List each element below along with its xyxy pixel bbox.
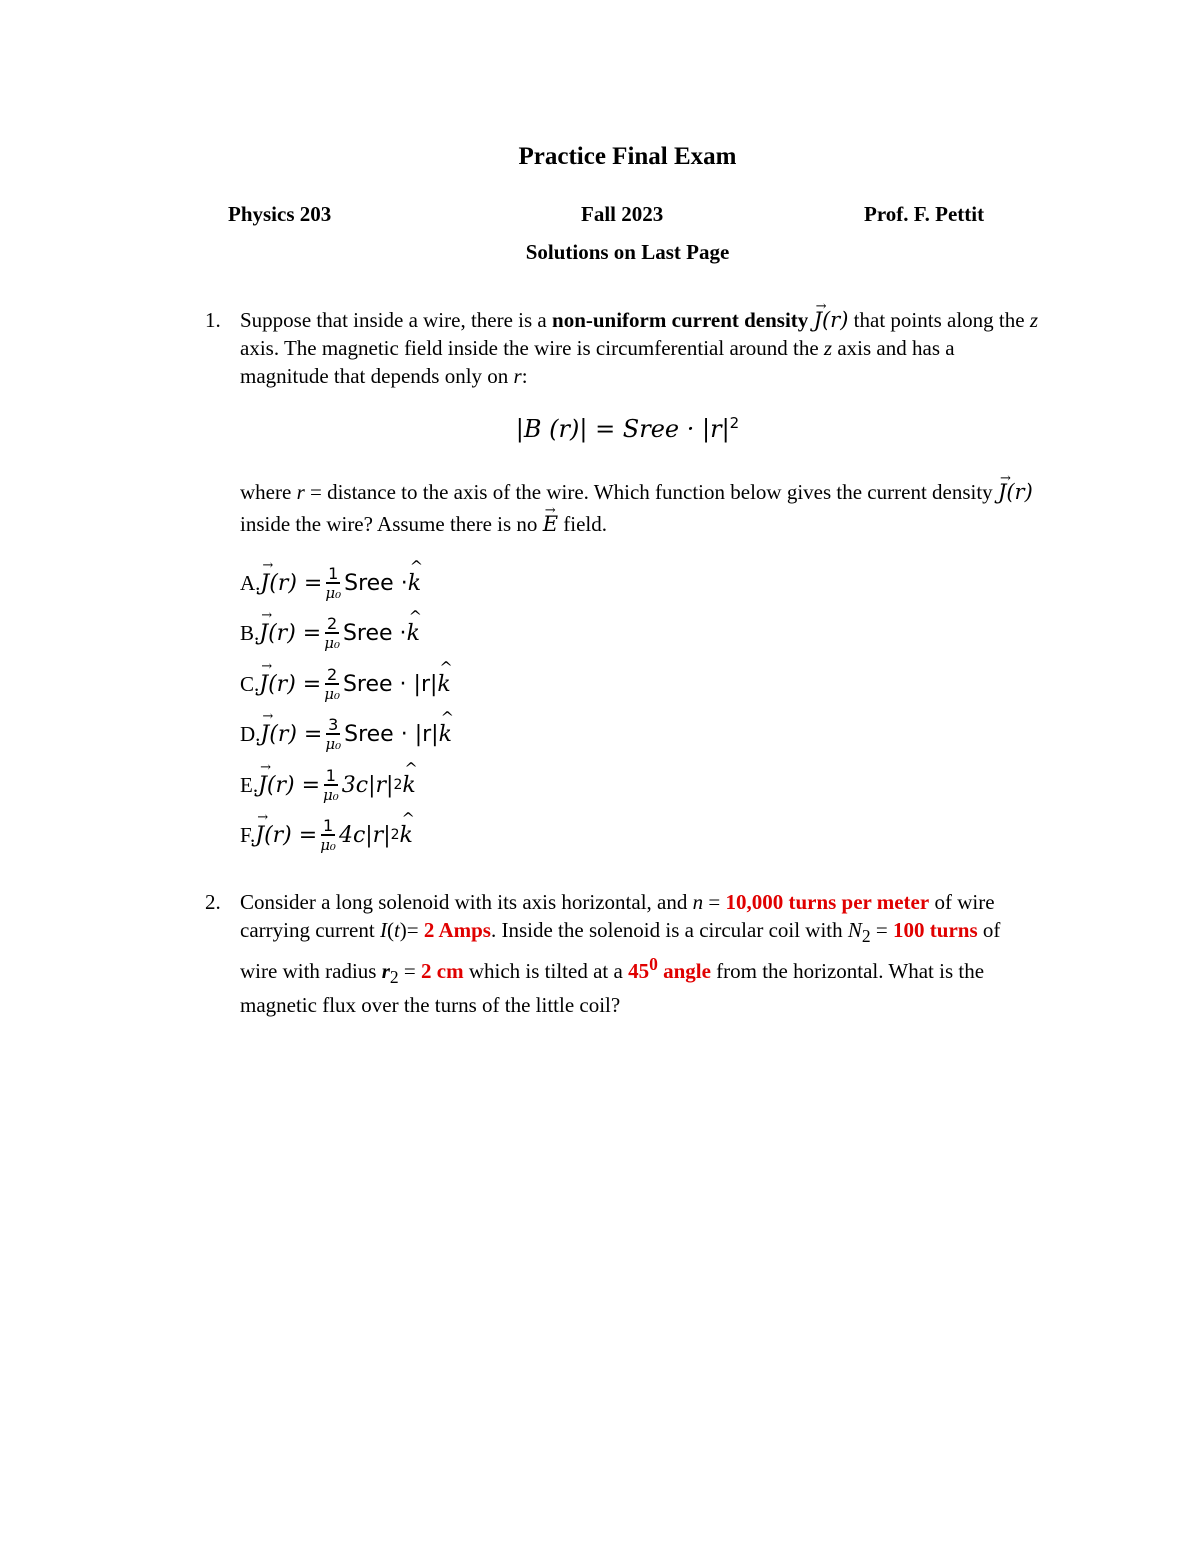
question-1-number: 1. [205,308,221,332]
option-d[interactable]: D. → J(r) = $\frac{3}{\text{μ₀}}$ Sree · |r| ^ k [240,709,452,759]
course-name: Physics 203 [228,202,332,226]
page-subtitle: Solutions on Last Page [525,240,730,264]
question-2-text: Consider a long solenoid with its axis horizontal, and n = 10,000 turns per meter of wire carrying current I(t)= 2 Amps. Inside the solenoid is a circular coil with $N_2 = 100$ turns of wire with radius $r_2 = 2$ cm which is tilted at a $45^0$ angle from the horizontal. What is the magnetic flux over the turns of the little coil? [240,890,1001,1018]
option-c[interactable]: C. → J(r) = $\frac{2}{\text{μ₀}}$ Sree · |r| ^ k [240,659,451,709]
question-1-text: Suppose that inside a wire, there is a non-uniform current density → J(r) that points along the z axis. The magnetic field inside the wire is circumferential around the z axis and has a magnitude that depends only on r: [240,306,1040,390]
page-title: Practice Final Exam [518,143,737,170]
term: Fall 2023 [581,202,664,226]
question-1-prompt: where r = distance to the axis of the wire. Which function below gives the current density → J(r) inside the wire? Assume there is no → E field. [240,476,1040,540]
option-e[interactable]: E. → J(r) = $\frac{1}{\text{μ₀}}$ 3c|r| 2 ^ k [240,760,416,810]
question-2-number: 2. [205,890,221,914]
instructor: Prof. F. Pettit [864,202,985,226]
option-b[interactable]: B. → J(r) = $\frac{2}{\text{μ₀}}$ Sree · ^ k [240,608,420,658]
option-f[interactable]: F. → J(r) = $\frac{1}{\text{μ₀}}$ 4c|r| 2 ^ k [240,810,413,860]
field-equation: |B (r)| = Sree · $|r|^2$ [515,414,740,443]
option-a[interactable]: A. → J(r) = $\frac{1}{\text{μ₀}}$ Sree · ^ k [240,558,421,608]
